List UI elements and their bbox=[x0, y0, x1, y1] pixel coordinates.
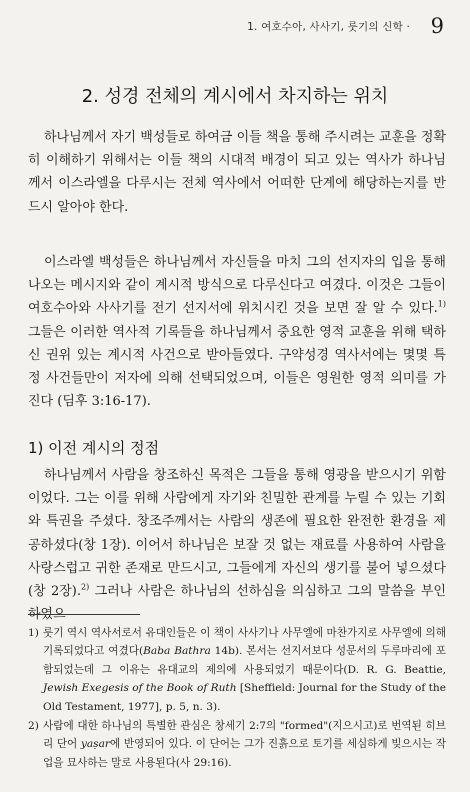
footnote-number: 1) bbox=[28, 627, 39, 639]
paragraph-text: 하나님께서 사람을 창조하신 목적은 그들을 통해 영광을 받으시기 위함이었다. 그는 이를 위해 사람에게 자기와 친밀한 관계를 누릴 수 있는 기회와 특권을 주셨다. 창조주께서는 사람의 생존에 필요한 완전한 환경을 제공하셨다(창 1장). 이어서 하나님은 보잘 것 없는 재료를 사용하여 사람을 사랑스럽고 귀한 존재로 만드시고, 그들에게 자신의 생기를 불어 넣으셨다(창 2장). bbox=[28, 468, 446, 600]
subsection-title: 1) 이전 계시의 정점 bbox=[28, 439, 160, 457]
paragraph-text: 그러나 사람은 하나님의 선하심을 의심하고 그의 말씀을 부인하였으 bbox=[28, 584, 446, 623]
footnote-text bbox=[43, 717, 446, 772]
footnote-text bbox=[43, 624, 446, 716]
page-number: 9 bbox=[430, 14, 444, 38]
footnote-segment: 사람에 대한 하나님의 특별한 관심은 창세기 2:7의 "formed"(지으시고)로 번역된 히브리 단어 bbox=[43, 720, 446, 751]
footnote-divider bbox=[28, 614, 140, 615]
footnote-segment: [Sheffield: Journal for the Study of the Old Testament, 1977], p. 5, n. 3). bbox=[43, 682, 446, 713]
body-paragraph: 하나님께서 자기 백성들로 하여금 이들 책을 통해 주시려는 교훈을 정확히 이해하기 위해서는 이들 책의 시대적 배경이 되고 있는 역사가 하나님께서 이스라엘을 다루시는 전체 역사에서 어떠한 단계에 해당하는지를 반드시 알아야 한다. bbox=[28, 130, 446, 215]
footnote-italic: yaṣar bbox=[80, 738, 110, 751]
footnote bbox=[28, 717, 446, 772]
footnote-segment: 에 반영되어 있다. 이 단어는 그가 진흙으로 토기를 세심하게 빚으시는 작업을 묘사하는 말로 사용된다(사 29:16). bbox=[43, 738, 446, 769]
paragraph-text: 이스라엘 백성들은 하나님께서 자신들을 마치 그의 선지자의 입을 통해 나오는 메시지와 같이 계시적 방식으로 다루신다고 여겼다. 이것은 그들이 여호수아와 사사기를 전기 선지서에 위치시킨 것을 보면 잘 알 수 있다. bbox=[28, 255, 446, 317]
chapter-title: 1. 여호수아, 사사기, 룻기의 신학 · bbox=[247, 21, 410, 33]
footnote-reference[interactable]: 1) bbox=[437, 300, 446, 310]
footnote bbox=[28, 624, 446, 716]
footnote-reference[interactable]: 2) bbox=[81, 582, 90, 592]
footnote-number: 2) bbox=[28, 720, 39, 733]
body-paragraph bbox=[28, 464, 446, 626]
footnote-italic: Baba Bathra bbox=[143, 645, 211, 658]
footnotes bbox=[28, 624, 446, 773]
footnote-segment: 룻기 역시 역사서로서 유대인들은 이 책이 사사기나 사무엘에 마찬가지로 사무엘에 의해 기록되었다고 여겼다( bbox=[43, 627, 446, 658]
footnote-segment: 14b). 본서는 선지서보다 성문서의 두루마리에 포함되었는데 그 이유는 유대교의 제의에 사용되었기 때문이다(D. R. G. Beattie, bbox=[43, 645, 446, 676]
paragraph-text: 그들은 이러한 역사적 기록들을 하나님께서 중요한 영적 교훈을 위해 택하신 권위 있는 계시적 사건으로 받아들였다. 구약성경 역사서에는 몇몇 특정 사건들만이 저자에 의해 선택되었으며, 이들은 영원한 영적 의미를 가진다 (딤후 3:16-17). bbox=[28, 324, 446, 410]
body-paragraph bbox=[28, 251, 446, 413]
footnote-italic: Jewish Exegesis of the Book of Ruth bbox=[43, 682, 237, 695]
running-header bbox=[28, 16, 444, 38]
section-title: 2. 성경 전체의 계시에서 차지하는 위치 bbox=[81, 86, 389, 107]
